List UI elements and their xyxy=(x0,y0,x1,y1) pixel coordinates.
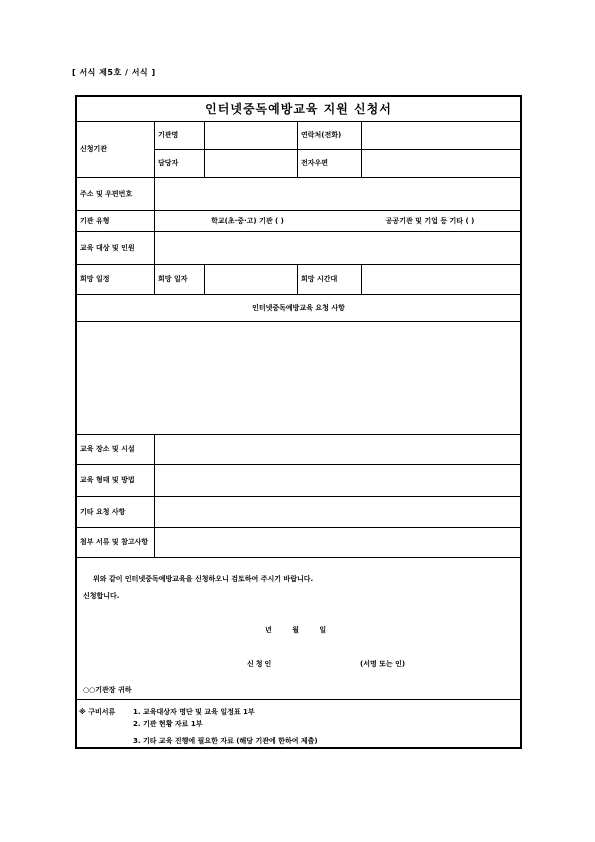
extra-row-field[interactable] xyxy=(155,497,520,527)
address-row xyxy=(77,178,520,211)
contact-label: 연락처(전화) xyxy=(298,122,362,149)
application-form xyxy=(75,95,522,749)
address-label: 주소 및 우편번호 xyxy=(77,178,155,210)
extra-row xyxy=(77,528,520,558)
category-option-school[interactable]: 학교(초·중·고) 기관 ( ) xyxy=(211,216,284,225)
time-field[interactable] xyxy=(362,265,520,294)
rep-label: 담당자 xyxy=(155,150,205,177)
notes-line: 3. 기타 교육 진행에 필요한 자료 (해당 기관에 한하여 제출) xyxy=(133,737,318,745)
signer-label: 신청인 xyxy=(247,660,274,668)
category-label: 기관 유형 xyxy=(77,211,155,231)
extra-row-field[interactable] xyxy=(155,465,520,496)
date-label: 희망 일자 xyxy=(155,265,205,294)
time-label: 희망 시간대 xyxy=(298,265,362,294)
form-title: 인터넷중독예방교육 지원 신청서 xyxy=(205,101,392,116)
extra-row-field[interactable] xyxy=(155,435,520,464)
declaration-text-2: 신청합니다. xyxy=(83,592,120,600)
applicant-block xyxy=(77,122,520,178)
address-field[interactable] xyxy=(155,178,520,210)
extra-row xyxy=(77,435,520,465)
email-field[interactable] xyxy=(362,150,520,177)
category-row xyxy=(77,211,520,232)
notes-line: 2. 기관 현황 자료 1부 xyxy=(133,720,203,728)
schedule-row xyxy=(77,265,520,295)
recipient: ○○기관장 귀하 xyxy=(83,686,132,694)
notes-block xyxy=(77,700,520,747)
email-label: 전자우편 xyxy=(298,150,362,177)
form-reference: [ 서식 제5호 / 서식 ] xyxy=(72,68,156,77)
target-row xyxy=(77,232,520,265)
extra-row-label: 교육 형태 및 방법 xyxy=(77,465,155,496)
target-label: 교육 대상 및 인원 xyxy=(77,232,155,264)
applicant-label: 신청기관 xyxy=(77,122,155,177)
request-details-area[interactable] xyxy=(77,322,520,435)
org-name-label: 기관명 xyxy=(155,122,205,149)
date-line: 년 월 일 xyxy=(265,626,327,634)
notes-line: 1. 교육대상자 명단 및 교육 일정표 1부 xyxy=(133,708,255,716)
extra-row xyxy=(77,497,520,528)
section-header-row xyxy=(77,295,520,322)
declaration-text: 위와 같이 인터넷중독예방교육을 신청하오니 검토하여 주시기 바랍니다. xyxy=(93,575,314,583)
notes-head: ※ 구비서류 xyxy=(79,708,116,716)
date-field[interactable] xyxy=(205,265,298,294)
extra-row-field[interactable] xyxy=(155,528,520,557)
extra-row-label: 교육 장소 및 시설 xyxy=(77,435,155,464)
contact-field[interactable] xyxy=(362,122,520,149)
extra-row xyxy=(77,465,520,497)
title-row xyxy=(77,97,520,122)
category-option-other[interactable]: 공공기관 및 기업 등 기타 ( ) xyxy=(385,216,475,225)
extra-row-label: 첨부 서류 및 참고사항 xyxy=(77,528,155,557)
extra-row-label: 기타 요청 사항 xyxy=(77,497,155,527)
declaration-block xyxy=(77,558,520,700)
target-field[interactable] xyxy=(155,232,520,264)
schedule-label: 희망 일정 xyxy=(77,265,155,294)
signature-area[interactable]: (서명 또는 인) xyxy=(360,660,406,668)
section-header: 인터넷중독예방교육 요청 사항 xyxy=(252,303,345,312)
rep-field[interactable] xyxy=(205,150,298,177)
org-name-field[interactable] xyxy=(205,122,298,149)
